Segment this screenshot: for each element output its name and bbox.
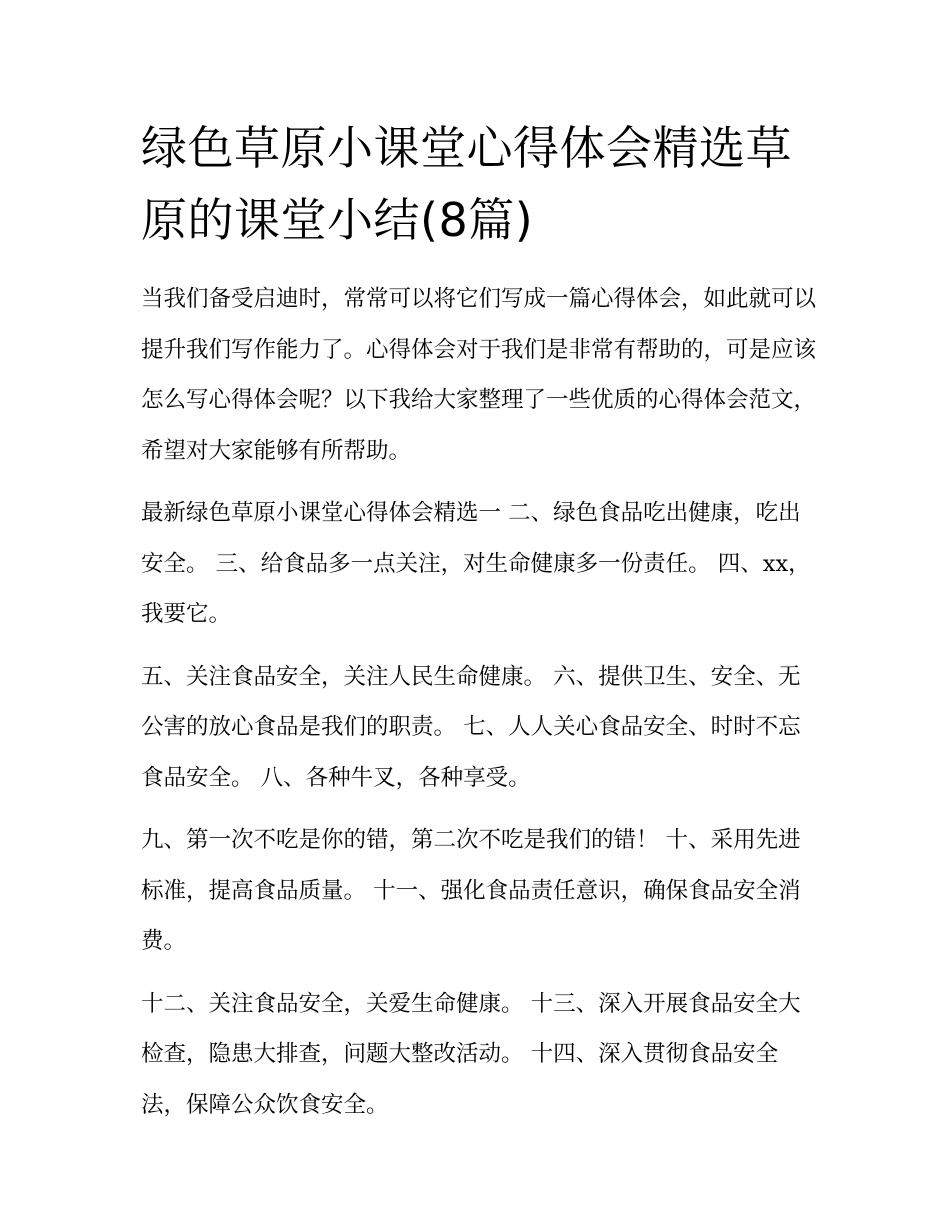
document-title: 绿色草原小课堂心得体会精选草原的课堂小结(8篇) [141,121,792,247]
paragraph-slogans-4: 十二、关注食品安全，关爱生命健康。 十三、深入开展食品安全大检查，隐患大排查，问题大整改活动。 十四、深入贯彻食品安全法，保障公众饮食安全。 [141,990,801,1118]
paragraph-slogans-3: 九、第一次不吃是你的错，第二次不吃是我们的错！ 十、采用先进标准，提高食品质量。 十一、强化食品责任意识，确保食品安全消费。 [141,827,801,954]
paragraph-intro: 当我们备受启迪时，常常可以将它们写成一篇心得体会，如此就可以提升我们写作能力了。心得体会对于我们是非常有帮助的，可是应该怎么写心得体会呢？以下我给大家整理了一些优质的心得体会范文，希望对大家能够有所帮助。 [141,286,817,464]
paragraph-slogans-2: 五、关注食品安全，关注人民生命健康。 六、提供卫生、安全、无公害的放心食品是我们的职责。 七、人人关心食品安全、时时不忘食品安全。 八、各种牛叉，各种享受。 [141,663,801,791]
document-body [141,112,821,1130]
paragraph-slogans-1: 最新绿色草原小课堂心得体会精选一 二、绿色食品吃出健康，吃出安全。 三、给食品多一点关注，对生命健康多一份责任。 四、xx，我要它。 [141,500,811,627]
